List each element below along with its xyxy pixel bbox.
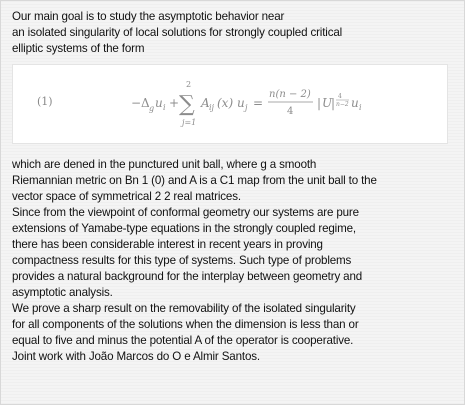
eq-equals: = xyxy=(253,96,264,110)
intro-line-2: an isolated singularity of local solutions for strongly coupled critical xyxy=(12,26,343,39)
eq-laplacian-sub: g xyxy=(149,104,155,113)
eq-plus: + xyxy=(169,96,180,110)
eq-sum-top: 2 xyxy=(186,80,192,89)
eq-coeff-sub: ij xyxy=(209,103,215,112)
equation-number: (1) xyxy=(37,95,53,108)
eq-rhs-var-sub: j xyxy=(245,103,248,112)
eq-norm-var: U xyxy=(322,96,333,110)
eq-frac-denom: 4 xyxy=(287,106,294,117)
eq-frac-numer: n(n − 2) xyxy=(269,89,311,100)
equation-display xyxy=(13,65,449,145)
body-line-1: which are dened in the punctured unit ball, where g a smooth xyxy=(12,158,317,171)
body-line-10: We prove a sharp result on the removability of the isolated singularity xyxy=(12,302,356,315)
intro-line-1: Our main goal is to study the asymptotic behavior near xyxy=(12,10,285,23)
eq-lhs-var-sub: i xyxy=(163,103,166,112)
body-line-4: Since from the viewpoint of conformal geometry our systems are pure xyxy=(12,206,359,219)
eq-tail-sub: i xyxy=(359,103,362,112)
eq-coeff-arg: (x) xyxy=(217,96,234,110)
body-line-3: vector space of symmetrical 2 2 real matrices. xyxy=(12,190,241,203)
body-line-6: there has been considerable interest in recent years in proving xyxy=(12,238,323,251)
body-line-5: extensions of Yamabe-type equations in the strongly coupled regime, xyxy=(12,222,356,235)
eq-power-den: n−2 xyxy=(336,101,349,108)
body-paragraph xyxy=(12,157,460,365)
eq-coeff: A xyxy=(201,96,210,110)
body-line-11: for all components of the solutions when the dimension is less than or xyxy=(12,318,359,331)
eq-power: 4 xyxy=(338,93,342,100)
body-line-2: Riemannian metric on Bn 1 (0) and A is a C1 map from the unit ball to the xyxy=(12,174,377,187)
intro-line-3: elliptic systems of the form xyxy=(12,42,145,55)
intro-paragraph xyxy=(12,9,460,57)
eq-sum-bottom: j=1 xyxy=(182,118,197,127)
eq-laplacian: −Δ xyxy=(131,96,150,110)
eq-lhs-var: u xyxy=(155,96,163,110)
eq-sum-symbol: ∑ xyxy=(179,92,195,117)
body-line-7: compactness results for this type of systems. Such type of problems xyxy=(12,254,352,267)
eq-norm-close: | xyxy=(331,96,336,110)
eq-norm-open: | xyxy=(317,96,322,110)
equation-box xyxy=(12,64,448,144)
eq-tail-var: u xyxy=(351,96,359,110)
body-line-8: provides a natural background for the interplay between geometry and xyxy=(12,270,363,283)
body-line-13: Joint work with João Marcos do O e Almir Santos. xyxy=(12,350,260,363)
body-line-9: asymptotic analysis. xyxy=(12,286,113,299)
body-line-12: equal to five and minus the potential A of the operator is cooperative. xyxy=(12,334,354,347)
eq-rhs-var: u xyxy=(237,96,245,110)
